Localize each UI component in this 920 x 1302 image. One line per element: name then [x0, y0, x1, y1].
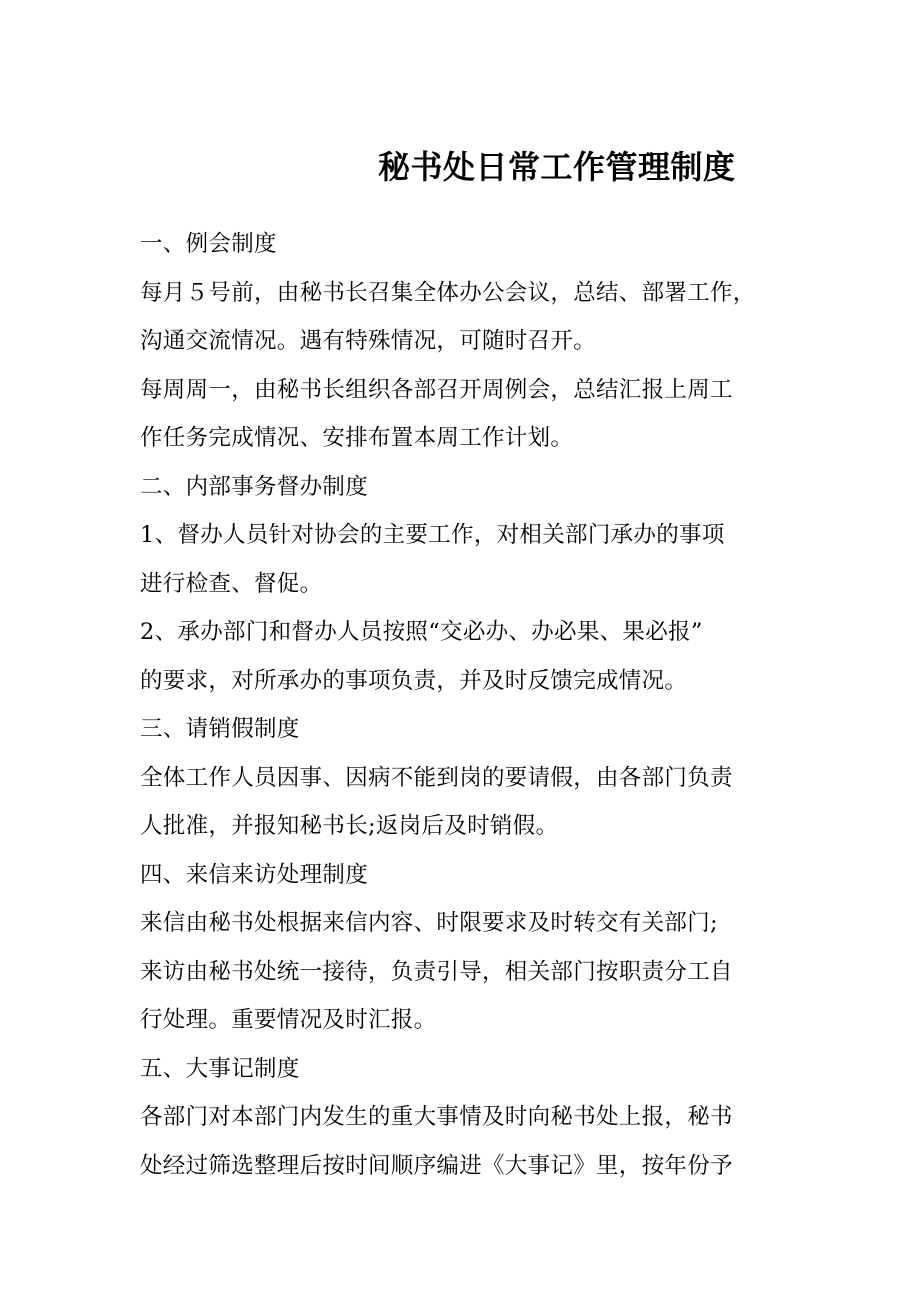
- paragraph-line: 作任务完成情况、安排布置本周工作计划。: [140, 425, 574, 451]
- paragraph-line: 各部门对本部门内发生的重大事情及时向秘书处上报，秘书: [140, 1104, 733, 1130]
- document-body: [140, 220, 790, 1190]
- paragraph-line: 每周周一，由秘书长组织各部召开周例会，总结汇报上周工: [140, 376, 733, 403]
- paragraph-line: 沟通交流情况。遇有特殊情况，可随时召开。: [140, 328, 597, 354]
- paragraph-line: 2、承办部门和督办人员按照“交必办、办必果、果必报”: [140, 619, 703, 645]
- section-heading-letters-visits: 四、来信来访处理制度: [140, 861, 369, 888]
- paragraph-line: 处经过筛选整理后按时间顺序编进《大事记》里，按年份予: [140, 1152, 733, 1179]
- paragraph-line: 人批准，并报知秘书长;返岗后及时销假。: [140, 813, 559, 839]
- paragraph-line: 行处理。重要情况及时汇报。: [140, 1007, 437, 1033]
- paragraph-line: 来信由秘书处根据来信内容、时限要求及时转交有关部门;: [140, 910, 718, 936]
- section-heading-leave: 三、请销假制度: [140, 716, 300, 742]
- document-title: 秘书处日常工作管理制度: [378, 148, 736, 186]
- section-heading-meeting: 一、例会制度: [140, 231, 277, 257]
- paragraph-line: 来访由秘书处统一接待，负责引导，相关部门按职责分工自: [140, 958, 733, 985]
- paragraph-line: 全体工作人员因事、因病不能到岗的要请假，由各部门负责: [140, 764, 733, 791]
- paragraph-line: 的要求，对所承办的事项负责，并及时反馈完成情况。: [140, 667, 688, 694]
- section-heading-supervision: 二、内部事务督办制度: [140, 473, 369, 500]
- section-heading-chronicle: 五、大事记制度: [140, 1055, 300, 1082]
- paragraph-line: 进行检查、督促。: [140, 570, 323, 597]
- paragraph-line: 每月５号前，由秘书长召集全体办公会议，总结、部署工作，: [140, 279, 756, 306]
- paragraph-line: 1、督办人员针对协会的主要工作，对相关部门承办的事项: [140, 522, 725, 548]
